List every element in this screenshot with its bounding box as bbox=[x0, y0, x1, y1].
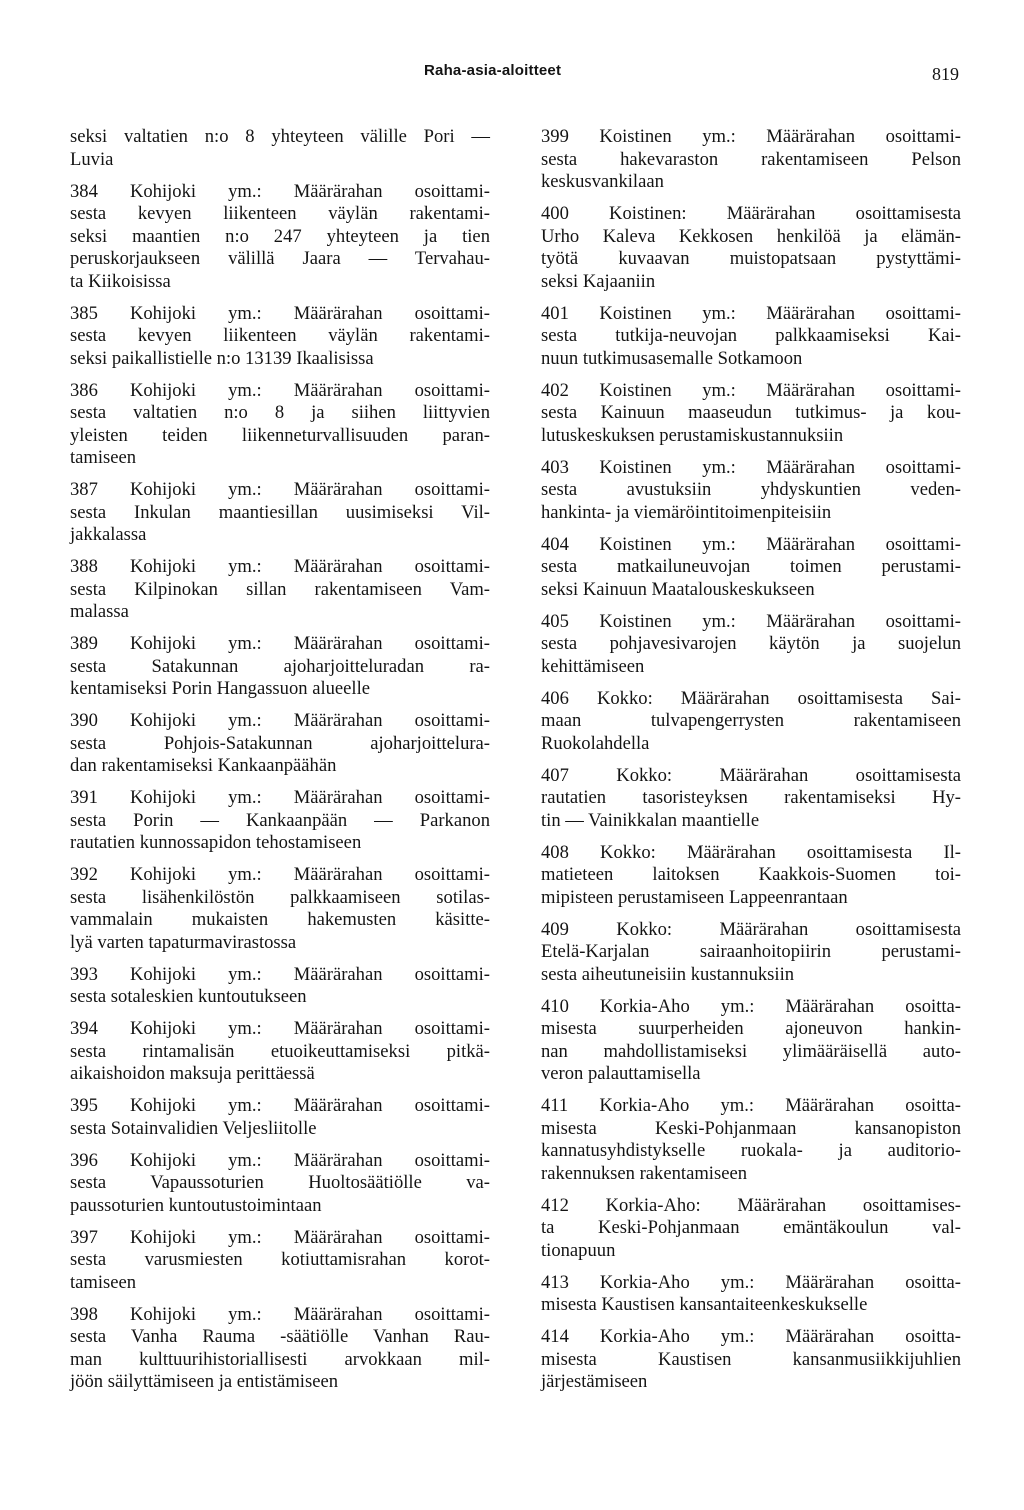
entry-line: 385 Kohijoki ym.: Määrärahan osoittami- bbox=[70, 302, 490, 324]
entry-line: 395 Kohijoki ym.: Määrärahan osoittami- bbox=[70, 1095, 490, 1116]
entry-line: Luvia bbox=[70, 148, 114, 170]
entry-line: 394 Kohijoki ym.: Määrärahan osoittami- bbox=[70, 1018, 490, 1039]
entry-line: Etelä-Karjalan sairaanhoitopiirin perustami- bbox=[541, 941, 961, 962]
entry-line: sesta avustuksiin yhdyskuntien veden- bbox=[541, 479, 961, 500]
entry-line: 411 Korkia-Aho ym.: Määrärahan osoitta- bbox=[541, 1095, 961, 1116]
entry-line: 401 Koistinen ym.: Määrärahan osoittami- bbox=[541, 302, 961, 324]
entry-line: sesta Sotainvalidien Veljesliitolle bbox=[70, 1117, 317, 1139]
list-item bbox=[541, 1272, 961, 1317]
entry-line: sesta lisähenkilöstön palkkaamiseen sotilas- bbox=[70, 886, 490, 908]
entry-line: 410 Korkia-Aho ym.: Määrärahan osoitta- bbox=[541, 995, 961, 1017]
entry-line: sesta valtatien n:o 8 ja siihen liittyvien bbox=[70, 402, 490, 423]
entry-line: misesta Keski-Pohjanmaan kansanopiston bbox=[541, 1117, 961, 1139]
entry-line: sesta rintamalisän etuoikeuttamiseksi pitkä- bbox=[70, 1040, 490, 1062]
entry-line: 399 Koistinen ym.: Määrärahan osoittami- bbox=[541, 126, 961, 147]
list-item bbox=[70, 864, 490, 954]
list-item bbox=[541, 203, 961, 293]
entry-line: lutuskeskuksen perustamiskustannuksiin bbox=[541, 424, 844, 446]
entry-line: 414 Korkia-Aho ym.: Määrärahan osoitta- bbox=[541, 1326, 961, 1347]
list-item bbox=[70, 710, 490, 778]
entry-line: nan mahdollistamiseksi ylimääräisellä auto- bbox=[541, 1040, 961, 1062]
list-item bbox=[541, 303, 961, 371]
entry-line: mipisteen perustamiseen Lappeenrantaan bbox=[541, 886, 848, 908]
entry-line: peruskorjaukseen välillä Jaara — Tervahau- bbox=[70, 248, 490, 269]
running-header-title: Raha-asia-aloitteet bbox=[424, 62, 562, 79]
entry-line: 396 Kohijoki ym.: Määrärahan osoittami- bbox=[70, 1149, 490, 1171]
list-item bbox=[70, 380, 490, 470]
entry-line: 413 Korkia-Aho ym.: Määrärahan osoitta- bbox=[541, 1271, 961, 1293]
entry-line: Ruokolahdella bbox=[541, 732, 650, 754]
entry-line: 389 Kohijoki ym.: Määrärahan osoittami- bbox=[70, 633, 490, 654]
entry-line: misesta Kaustisen kansantaiteenkeskukselle bbox=[541, 1294, 868, 1315]
entry-line: kehittämiseen bbox=[541, 655, 645, 677]
entry-line: sesta sotaleskien kuntoutukseen bbox=[70, 986, 307, 1007]
entry-line: jöön säilyttämiseen ja entistämiseen bbox=[70, 1371, 338, 1392]
entry-line: sesta matkailuneuvojan toimen perustami- bbox=[541, 556, 961, 577]
entry-line: 412 Korkia-Aho: Määrärahan osoittamises- bbox=[541, 1194, 961, 1216]
entry-line: kentamiseksi Porin Hangassuon alueelle bbox=[70, 678, 371, 699]
entry-line: 408 Kokko: Määrärahan osoittamisesta Il- bbox=[541, 841, 961, 863]
entry-line: seksi Kainuun Maatalouskeskukseen bbox=[541, 578, 815, 600]
entry-line: sesta Pohjois-Satakunnan ajoharjoittelura- bbox=[70, 732, 490, 754]
entry-line: 407 Kokko: Määrärahan osoittamisesta bbox=[541, 764, 961, 786]
list-item bbox=[541, 919, 961, 987]
entry-line: nuun tutkimusasemalle Sotkamoon bbox=[541, 347, 803, 369]
entry-line: tin — Vainikkalan maantielle bbox=[541, 809, 760, 831]
entry-line: vammalain mukaisten hakemusten käsitte- bbox=[70, 909, 490, 930]
entry-line: sesta Porin — Kankaanpään — Parkanon bbox=[70, 809, 490, 831]
entry-line: työtä kuvaavan muistopatsaan pystyttämi- bbox=[541, 248, 961, 269]
entry-line: rautatien tasoristeyksen rakentamiseksi Hy- bbox=[541, 787, 961, 808]
entry-line: 405 Koistinen ym.: Määrärahan osoittami- bbox=[541, 610, 961, 632]
right-column bbox=[541, 126, 961, 1403]
entry-line: yleisten teiden liikenneturvallisuuden paran- bbox=[70, 424, 490, 446]
list-item bbox=[70, 126, 490, 171]
entry-line: kannatusyhdistykselle ruokala- ja auditorio- bbox=[541, 1140, 961, 1161]
list-item bbox=[541, 765, 961, 833]
entry-line: 397 Kohijoki ym.: Määrärahan osoittami- bbox=[70, 1226, 490, 1248]
entry-line: 409 Kokko: Määrärahan osoittamisesta bbox=[541, 918, 961, 940]
list-item bbox=[70, 1227, 490, 1295]
entry-line: maan tulvapengerrysten rakentamiseen bbox=[541, 710, 961, 731]
list-item bbox=[70, 303, 490, 371]
list-item bbox=[541, 611, 961, 679]
entry-line: seksi paikallistielle n:o 13139 Ikaalisissa bbox=[70, 347, 374, 369]
entry-line: seksi Kajaaniin bbox=[541, 270, 656, 292]
entry-line: 398 Kohijoki ym.: Määrärahan osoittami- bbox=[70, 1303, 490, 1325]
list-item bbox=[70, 1150, 490, 1218]
entry-line: sesta Inkulan maantiesillan uusimiseksi Vil- bbox=[70, 501, 490, 523]
entry-line: tamiseen bbox=[70, 1271, 137, 1293]
entry-line: sesta kevyen liikenteen väylän rakentami- bbox=[70, 325, 490, 346]
entry-line: 386 Kohijoki ym.: Määrärahan osoittami- bbox=[70, 379, 490, 401]
entry-line: sesta pohjavesivarojen käytön ja suojelun bbox=[541, 633, 961, 654]
entry-line: 393 Kohijoki ym.: Määrärahan osoittami- bbox=[70, 963, 490, 985]
entry-line: 392 Kohijoki ym.: Määrärahan osoittami- bbox=[70, 864, 490, 885]
entry-line: keskusvankilaan bbox=[541, 171, 664, 192]
list-item bbox=[541, 457, 961, 525]
entry-line: sesta Kainuun maaseudun tutkimus- ja kou- bbox=[541, 402, 961, 423]
list-item bbox=[541, 534, 961, 602]
list-item bbox=[70, 479, 490, 547]
list-item bbox=[70, 787, 490, 855]
list-item bbox=[541, 380, 961, 448]
entry-line: hankinta- ja viemäröintitoimenpiteisiin bbox=[541, 501, 832, 523]
entry-line: seksi maantien n:o 247 yhteyteen ja tien bbox=[70, 225, 490, 247]
list-item bbox=[541, 1326, 961, 1394]
list-item bbox=[70, 964, 490, 1009]
list-item bbox=[70, 633, 490, 701]
entry-line: sesta Satakunnan ajoharjoitteluradan ra- bbox=[70, 655, 490, 677]
entry-line: tamiseen bbox=[70, 447, 137, 468]
list-item bbox=[70, 181, 490, 294]
entry-line: sesta aiheutuneisiin kustannuksiin bbox=[541, 963, 795, 985]
entry-line: sesta varusmiesten kotiuttamisrahan korot- bbox=[70, 1249, 490, 1270]
entry-line: malassa bbox=[70, 601, 129, 622]
list-item bbox=[541, 996, 961, 1086]
entry-line: Urho Kaleva Kekkosen henkilöä ja elämän- bbox=[541, 225, 961, 247]
entry-line: 402 Koistinen ym.: Määrärahan osoittami- bbox=[541, 379, 961, 401]
left-column bbox=[70, 126, 490, 1403]
entry-line: dan rakentamiseksi Kankaanpäähän bbox=[70, 755, 337, 776]
entry-line: sesta tutkija-neuvojan palkkaamiseksi Kai- bbox=[541, 325, 961, 346]
entry-line: jakkalassa bbox=[70, 524, 147, 545]
entry-line: 384 Kohijoki ym.: Määrärahan osoittami- bbox=[70, 180, 490, 202]
entry-line: 388 Kohijoki ym.: Määrärahan osoittami- bbox=[70, 556, 490, 577]
entry-line: misesta suurperheiden ajoneuvon hankin- bbox=[541, 1018, 961, 1039]
entry-line: man kulttuurihistoriallisesti arvokkaan mil- bbox=[70, 1348, 490, 1370]
list-item bbox=[541, 842, 961, 910]
list-item bbox=[70, 1304, 490, 1394]
entry-line: paussoturien kuntoutustoimintaan bbox=[70, 1194, 322, 1216]
list-item bbox=[70, 1095, 490, 1140]
entry-line: misesta Kaustisen kansanmusiikkijuhlien bbox=[541, 1348, 961, 1370]
entry-line: 403 Koistinen ym.: Määrärahan osoittami- bbox=[541, 456, 961, 478]
list-item bbox=[70, 556, 490, 624]
entry-line: sesta Kilpinokan sillan rakentamiseen Vam- bbox=[70, 578, 490, 600]
entry-line: aikaishoidon maksuja perittäessä bbox=[70, 1063, 315, 1084]
entry-line: veron palauttamisella bbox=[541, 1063, 701, 1084]
entry-line: lyä varten tapaturmavirastossa bbox=[70, 931, 297, 953]
entry-line: sesta Vapaussoturien Huoltosäätiölle va- bbox=[70, 1172, 490, 1193]
entry-line: ta Keski-Pohjanmaan emäntäkoulun val- bbox=[541, 1217, 961, 1238]
list-item bbox=[541, 1095, 961, 1185]
list-item bbox=[541, 1195, 961, 1263]
entry-line: 391 Kohijoki ym.: Määrärahan osoittami- bbox=[70, 787, 490, 808]
entry-line: järjestämiseen bbox=[541, 1371, 648, 1392]
entry-line: 400 Koistinen: Määrärahan osoittamisesta bbox=[541, 203, 961, 224]
list-item bbox=[70, 1018, 490, 1086]
entry-line: sesta Vanha Rauma -säätiölle Vanhan Rau- bbox=[70, 1326, 490, 1347]
entry-line: tionapuun bbox=[541, 1239, 616, 1261]
list-item bbox=[541, 688, 961, 756]
entry-line: ta Kiikoisissa bbox=[70, 270, 171, 292]
entry-line: seksi valtatien n:o 8 yhteyteen välille Pori — bbox=[70, 126, 490, 147]
entry-line: matieteen laitoksen Kaakkois-Suomen toi- bbox=[541, 864, 961, 885]
entry-line: sesta kevyen liikenteen väylän rakentami- bbox=[70, 203, 490, 224]
list-item bbox=[541, 126, 961, 194]
entry-line: 406 Kokko: Määrärahan osoittamisesta Sai- bbox=[541, 687, 961, 709]
page-number: 819 bbox=[932, 64, 959, 84]
entry-line: rakennuksen rakentamiseen bbox=[541, 1162, 747, 1184]
entry-line: rautatien kunnossapidon tehostamiseen bbox=[70, 832, 362, 853]
entry-line: 404 Koistinen ym.: Määrärahan osoittami- bbox=[541, 533, 961, 555]
entry-line: 387 Kohijoki ym.: Määrärahan osoittami- bbox=[70, 479, 490, 500]
entry-line: sesta hakevaraston rakentamiseen Pelson bbox=[541, 148, 961, 170]
entry-line: 390 Kohijoki ym.: Määrärahan osoittami- bbox=[70, 710, 490, 731]
